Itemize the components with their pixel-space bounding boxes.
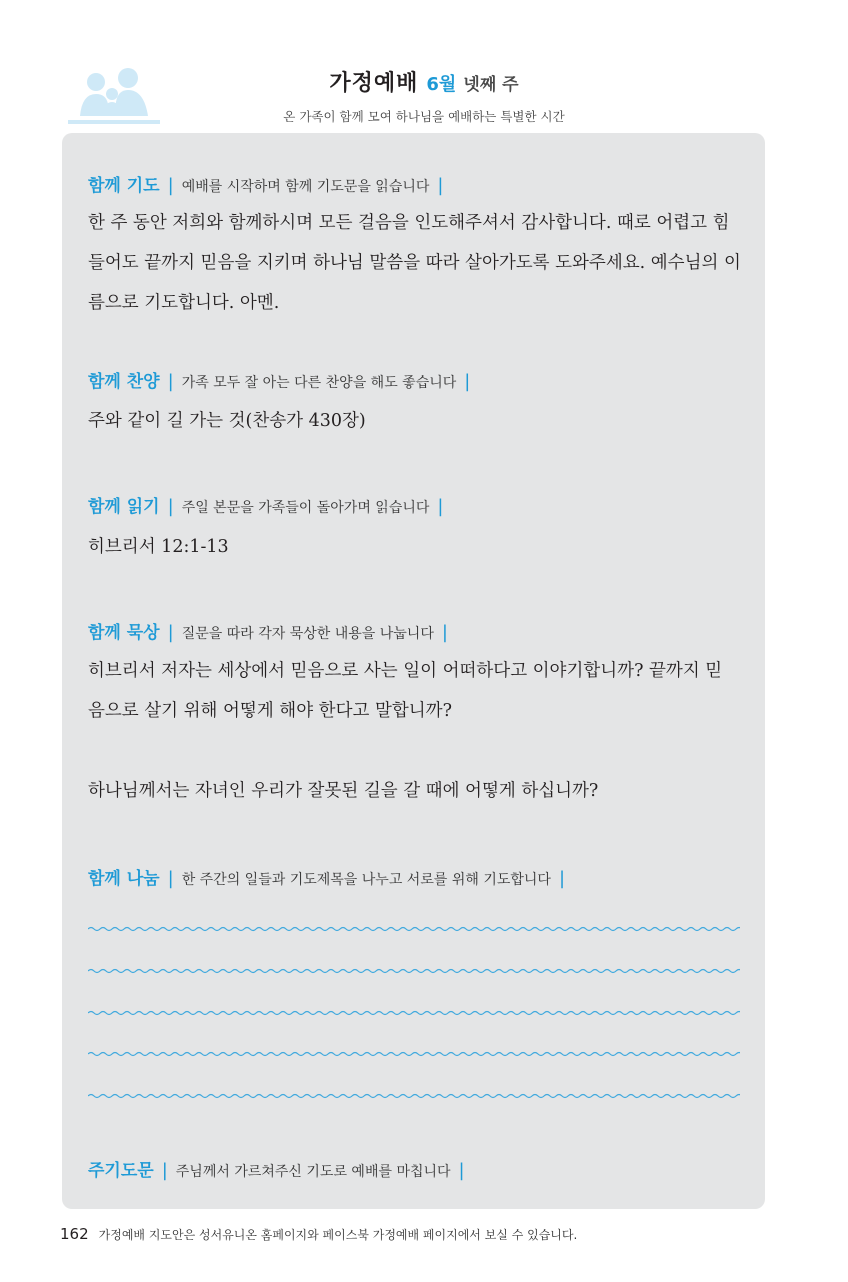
divider-bar: | [558, 868, 566, 889]
lords-prayer-heading [88, 1156, 473, 1181]
divider-bar: | [167, 622, 174, 643]
meditation-desc: 질문을 따라 각자 묵상한 내용을 나눕니다 [181, 626, 434, 642]
reading-desc: 주일 본문을 가족들이 돌아가며 읽습니다 [181, 500, 430, 516]
meditation-heading [88, 618, 456, 643]
writing-line[interactable] [88, 966, 740, 976]
meditation-question-1 [88, 651, 743, 731]
sharing-heading [88, 864, 573, 889]
text-line: 한 주 동안 저희와 함께하시며 모든 걸음을 인도해주셔서 감사합니다. 때로 어렵고 힘 [88, 213, 730, 233]
text-line: 음으로 살기 위해 어떻게 해야 한다고 말합니까? [88, 701, 452, 721]
writing-line[interactable] [88, 1049, 740, 1059]
prayer-desc: 예배를 시작하며 함께 기도문을 읽습니다 [181, 179, 430, 195]
praise-text: 주와 같이 길 가는 것(찬송가 430장) [88, 411, 366, 431]
meditation-question-2: 하나님께서는 자녀인 우리가 잘못된 길을 갈 때에 어떻게 하십니까? [88, 781, 599, 801]
writing-line[interactable] [88, 1091, 740, 1101]
reading-text: 히브리서 12:1-13 [88, 537, 229, 557]
prayer-title: 함께 기도 [88, 176, 160, 196]
divider-bar: | [161, 1160, 168, 1181]
page-footer [60, 1225, 577, 1243]
praise-title: 함께 찬양 [88, 372, 160, 392]
divider-bar: | [437, 175, 444, 196]
divider-bar: | [167, 175, 174, 196]
praise-desc: 가족 모두 잘 아는 다른 찬양을 해도 좋습니다 [181, 375, 457, 391]
meditation-title: 함께 묵상 [88, 623, 160, 643]
divider-bar: | [167, 496, 174, 517]
divider-bar: | [167, 371, 174, 392]
prayer-heading [88, 171, 451, 196]
lords-prayer-desc: 주님께서 가르쳐주신 기도로 예배를 마칩니다 [175, 1164, 451, 1180]
title-week: 넷째 주 [463, 75, 519, 95]
writing-line[interactable] [88, 924, 740, 934]
lords-prayer-title: 주기도문 [88, 1161, 154, 1181]
writing-line[interactable] [88, 1008, 740, 1018]
title-main: 가정예배 [329, 71, 419, 96]
page-title [0, 66, 848, 97]
sharing-title: 함께 나눔 [88, 869, 160, 889]
divider-bar: | [464, 371, 471, 392]
praise-heading [88, 367, 478, 392]
text-line: 들어도 끝까지 믿음을 지키며 하나님 말씀을 따라 살아가도록 도와주세요. 예수님의 이 [88, 253, 741, 273]
footer-note: 가정예배 지도안은 성서유니온 홈페이지와 페이스북 가정예배 페이지에서 보실 수 있습니다. [98, 1228, 578, 1242]
reading-title: 함께 읽기 [88, 497, 160, 517]
divider-bar: | [441, 622, 448, 643]
divider-bar: | [437, 496, 444, 517]
divider-bar: | [167, 868, 174, 889]
title-month: 6월 [426, 74, 457, 95]
text-line: 히브리서 저자는 세상에서 믿음으로 사는 일이 어떠하다고 이야기합니까? 끝까지 믿 [88, 661, 723, 681]
reading-heading [88, 492, 451, 517]
text-line: 름으로 기도합니다. 아멘. [88, 293, 280, 313]
sharing-desc: 한 주간의 일들과 기도제목을 나누고 서로를 위해 기도합니다 [181, 872, 551, 888]
page-subtitle: 온 가족이 함께 모여 하나님을 예배하는 특별한 시간 [283, 109, 565, 124]
page-number: 162 [60, 1225, 89, 1243]
prayer-text [88, 203, 743, 323]
divider-bar: | [458, 1160, 465, 1181]
